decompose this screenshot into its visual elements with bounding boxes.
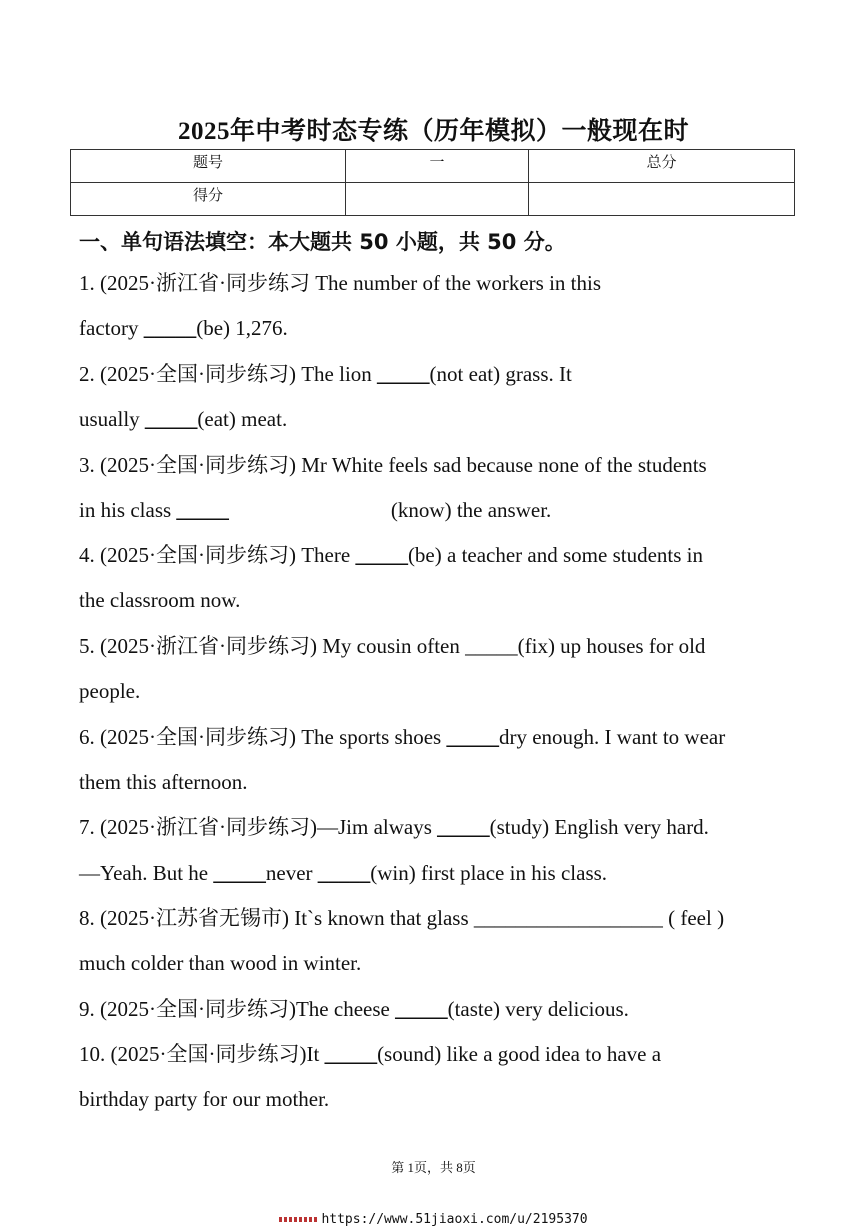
question-line (79, 999, 629, 1020)
question-line (79, 1044, 661, 1065)
question-line (79, 318, 288, 339)
question-line: 3. (2025·全国·同步练习) Mr White feels sad because none of the students (79, 453, 707, 477)
score-table (70, 149, 795, 216)
page-number: 第 1页，共 8页 (391, 1160, 476, 1175)
answer-blank: _____ (176, 498, 229, 522)
question-line (79, 545, 703, 566)
line-text: 4. (2025·全国·同步练习) There (79, 543, 356, 567)
table-row (71, 183, 795, 216)
question-line: people. (79, 679, 141, 703)
line-text: in his class (79, 498, 177, 522)
line-text: (not eat) grass. It (429, 362, 572, 386)
question-line: them this afternoon. (79, 770, 248, 794)
answer-blank: _____ (213, 861, 266, 885)
question-line: the classroom now. (79, 588, 241, 612)
line-text: never (265, 861, 318, 885)
question-line (79, 500, 551, 521)
watermark-icon (279, 1217, 317, 1222)
question-line: much colder than wood in winter. (79, 951, 362, 975)
table-cell (346, 183, 529, 216)
line-text: 6. (2025·全国·同步练习) The sports shoes (79, 725, 447, 749)
table-cell: 总分 (529, 150, 795, 183)
table-cell: 一 (346, 150, 529, 183)
line-text: 9. (2025·全国·同步练习)The cheese (79, 997, 396, 1021)
table-cell (529, 183, 795, 216)
table-cell: 题号 (71, 150, 346, 183)
question-line: 1. (2025·浙江省·同步练习 The number of the workers in this (79, 271, 601, 295)
line-text: (study) English very hard. (489, 815, 709, 839)
line-text: usually (79, 407, 145, 431)
page-title: 2025年中考时态专练（历年模拟）一般现在时 (177, 118, 689, 145)
line-text: factory (79, 316, 144, 340)
line-text: dry enough. I want to wear (498, 725, 726, 749)
question-line (79, 817, 709, 838)
line-text: (sound) like a good idea to have a (377, 1042, 662, 1066)
answer-blank: _____ (143, 316, 197, 340)
question-line: 8. (2025·江苏省无锡市) It`s known that glass __________________ ( feel ) (79, 906, 725, 930)
question-line (79, 364, 572, 385)
answer-blank: _____ (355, 543, 408, 567)
table-row (71, 150, 795, 183)
table-cell: 得分 (71, 183, 346, 216)
answer-blank: _____ (395, 997, 448, 1021)
line-text: —Yeah. But he (79, 861, 214, 885)
line-text: 2. (2025·全国·同步练习) The lion (79, 362, 378, 386)
line-text: 10. (2025·全国·同步练习)It (79, 1042, 325, 1066)
section-heading: 一、单句语法填空：本大题共 50 小题，共 50 分。 (79, 230, 566, 254)
line-text: 7. (2025·浙江省·同步练习)—Jim always (79, 815, 438, 839)
answer-blank: _____ (324, 1042, 378, 1066)
question-line (79, 863, 607, 884)
answer-blank: _____ (437, 815, 490, 839)
line-text: (be) 1,276. (196, 316, 288, 340)
answer-blank: _____ (377, 362, 430, 386)
question-line (79, 409, 287, 430)
question-line: birthday party for our mother. (79, 1087, 330, 1111)
answer-blank: _____ (317, 861, 371, 885)
source-url[interactable] (0, 1212, 867, 1227)
line-text: (eat) meat. (197, 407, 288, 431)
line-text: (win) first place in his class. (370, 861, 608, 885)
answer-blank: _____ (446, 725, 499, 749)
url-text[interactable]: https://www.51jiaoxi.com/u/2195370 (321, 1212, 588, 1227)
question-line: 5. (2025·浙江省·同步练习) My cousin often _____(fix) up houses for old (79, 634, 706, 658)
question-line (79, 727, 725, 748)
line-text: (know) the answer. (390, 498, 552, 522)
answer-blank: _____ (144, 407, 198, 431)
line-text: (taste) very delicious. (447, 997, 629, 1021)
line-text: (be) a teacher and some students in (407, 543, 703, 567)
